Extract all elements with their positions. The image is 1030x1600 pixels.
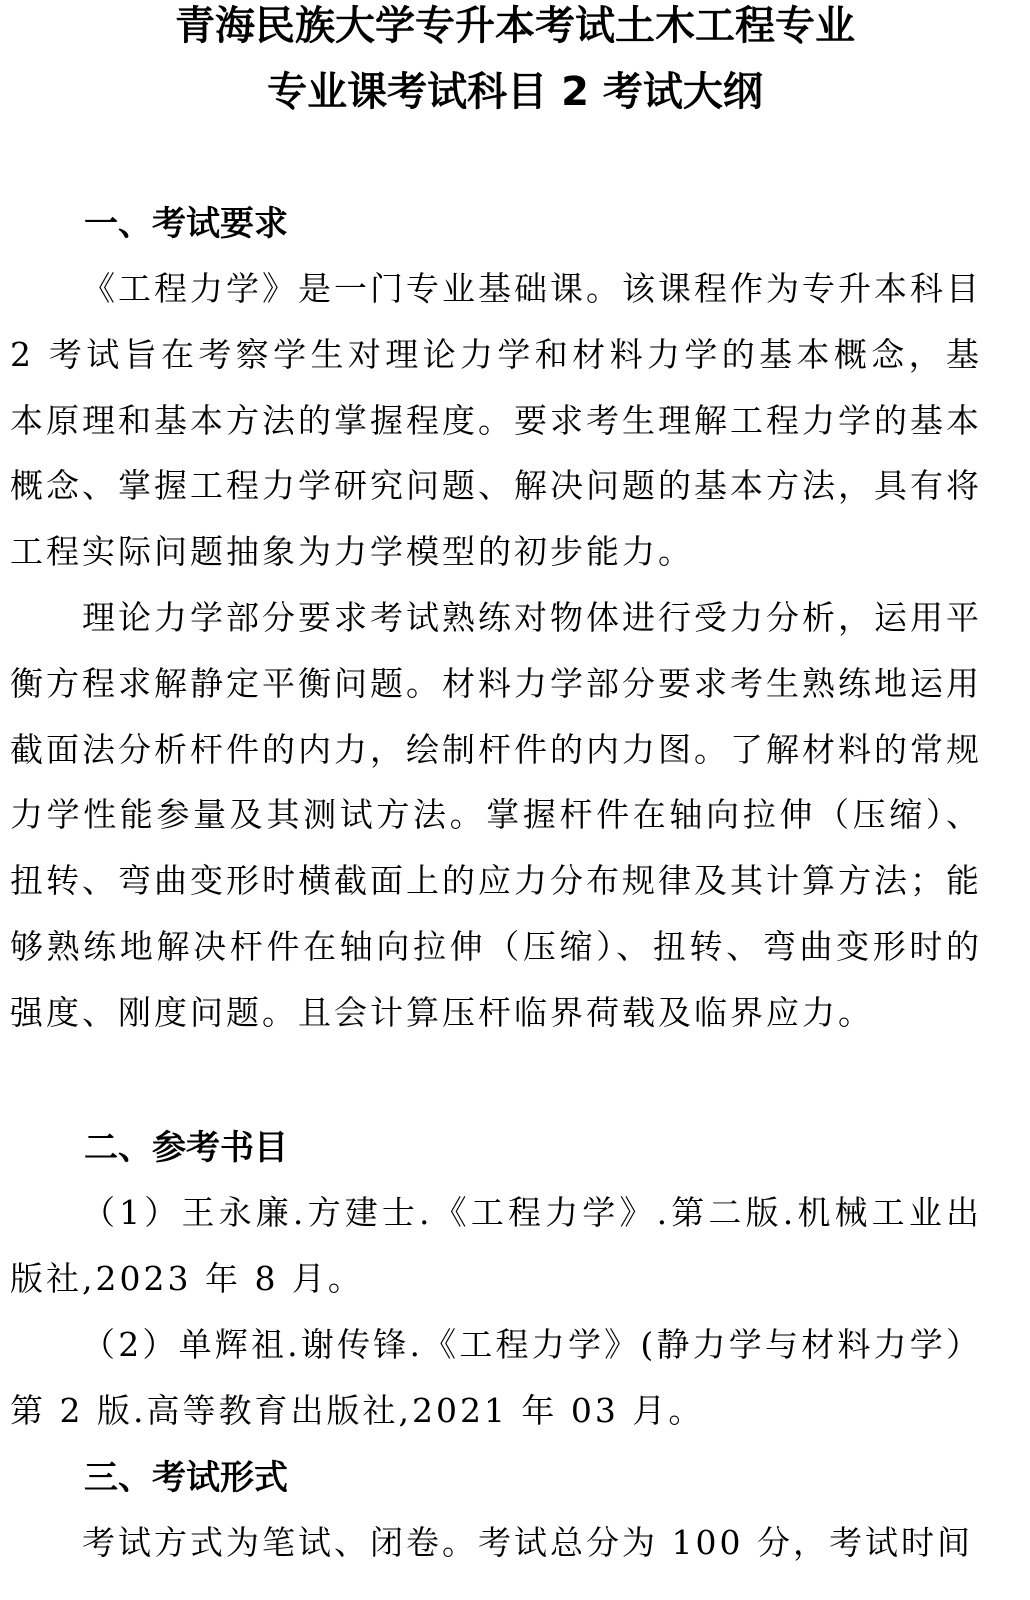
reference-item-2: （2）单辉祖.谢传锋.《工程力学》(静力学与材料力学）第 2 版.高等教育出版社,2021 年 03 月。: [10, 1325, 982, 1430]
document-title-line-2: 专业课考试科目 2 考试大纲: [267, 69, 763, 115]
reference-item-1: （1）王永廉.方建士.《工程力学》.第二版.机械工业出版社,2023 年 8 月。: [10, 1193, 982, 1298]
section-heading-reference-books: 二、参考书目: [84, 1128, 288, 1168]
document-title-line-1: 青海民族大学专升本考试土木工程专业: [175, 3, 855, 49]
section-heading-exam-format: 三、考试形式: [84, 1458, 288, 1498]
section-heading-exam-requirements: 一、考试要求: [84, 204, 288, 244]
paragraph-course-overview: 《工程力学》是一门专业基础课。该课程作为专升本科目 2 考试旨在考察学生对理论力学和材料力学的基本概念，基本原理和基本方法的掌握程度。要求考生理解工程力学的基本概念、掌握工程力学研究问题、解决问题的基本方法，具有将工程实际问题抽象为力学模型的初步能力。: [10, 269, 982, 572]
paragraph-theory-and-materials: 理论力学部分要求考试熟练对物体进行受力分析，运用平衡方程求解静定平衡问题。材料力学部分要求考生熟练地运用截面法分析杆件的内力，绘制杆件的内力图。了解材料的常规力学性能参量及其测试方法。掌握杆件在轴向拉伸（压缩）、扭转、弯曲变形时横截面上的应力分布规律及其计算方法；能够熟练地解决杆件在轴向拉伸（压缩）、扭转、弯曲变形时的强度、刚度问题。且会计算压杆临界荷载及临界应力。: [10, 598, 982, 1032]
paragraph-exam-format: 考试方式为笔试、闭卷。考试总分为 100 分，考试时间: [82, 1523, 973, 1562]
